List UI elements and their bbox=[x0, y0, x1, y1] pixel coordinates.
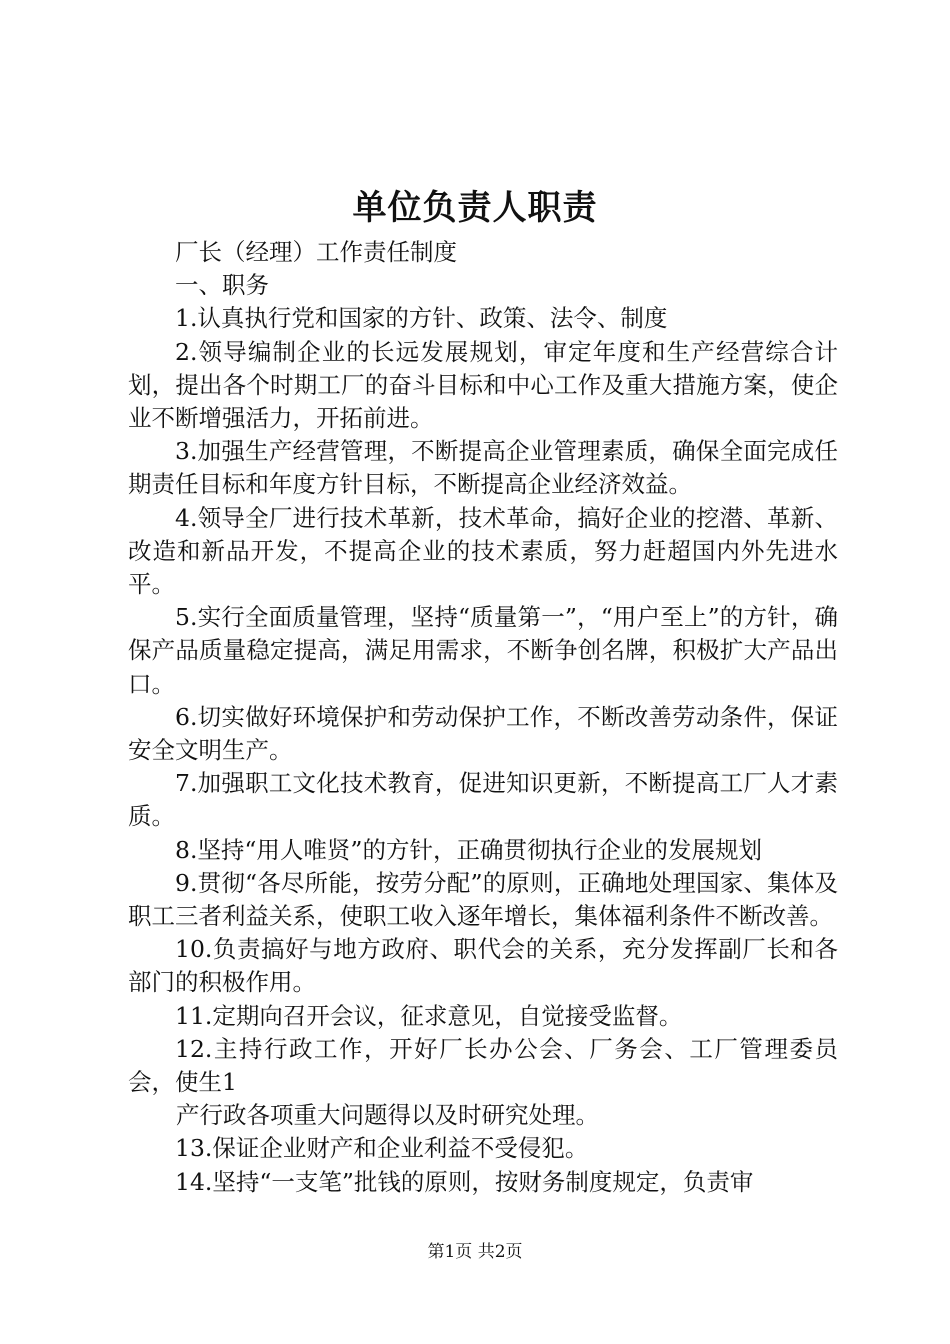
paragraph-item-12-continued: 产行政各项重大问题得以及时研究处理。 bbox=[176, 1101, 599, 1130]
paragraph-heading: 厂长（经理）工作责任制度 bbox=[175, 238, 457, 266]
paragraph-item-3: 3.加强生产经营管理，不断提高企业管理素质，确保全面完成任期责任目标和年度方针目标，不断提高企业经济效益。 bbox=[128, 437, 838, 499]
paragraph-item-9: 9.贯彻“各尽所能，按劳分配”的原则，正确地处理国家、集体及职工三者利益关系，使职工收入逐年增长，集体福利条件不断改善。 bbox=[128, 868, 838, 931]
paragraph-item-13: 13.保证企业财产和企业利益不受侵犯。 bbox=[175, 1134, 589, 1163]
document-body bbox=[128, 236, 838, 1199]
paragraph-item-5: 5.实行全面质量管理，坚持“质量第一”，“用户至上”的方针，确保产品质量稳定提高，满足用需求，不断争创名牌，积极扩大产品出口。 bbox=[128, 603, 838, 698]
paragraph-item-8: 8.坚持“用人唯贤”的方针，正确贯彻执行企业的发展规划 bbox=[175, 835, 762, 864]
paragraph-item-7: 7.加强职工文化技术教育，促进知识更新，不断提高工厂人才素质。 bbox=[128, 769, 838, 831]
paragraph-item-2: 2.领导编制企业的长远发展规划，审定年度和生产经营综合计划，提出各个时期工厂的奋斗目标和中心工作及重大措施方案，使企业不断增强活力，开拓前进。 bbox=[128, 337, 838, 433]
paragraph-item-6: 6.切实做好环境保护和劳动保护工作，不断改善劳动条件，保证安全文明生产。 bbox=[128, 702, 838, 765]
paragraph-item-4: 4.领导全厂进行技术革新，技术革命，搞好企业的挖潜、革新、改造和新品开发，不提高企业的技术素质，努力赶超国内外先进水平。 bbox=[128, 503, 838, 599]
paragraph-section: 一、职务 bbox=[175, 271, 269, 300]
paragraph-item-11: 11.定期向召开会议，征求意见，自觉接受监督。 bbox=[175, 1001, 683, 1030]
paragraph-item-1: 1.认真执行党和国家的方针、政策、法令、制度 bbox=[175, 304, 668, 333]
paragraph-item-12: 12.主持行政工作，开好厂长办公会、厂务会、工厂管理委员会，使生1 bbox=[128, 1034, 838, 1097]
paragraph-item-14: 14.坚持“一支笔”批钱的原则，按财务制度规定，负责审 bbox=[175, 1167, 754, 1196]
page-footer: 第1页 共2页 bbox=[427, 1242, 523, 1262]
paragraph-item-10: 10.负责搞好与地方政府、职代会的关系，充分发挥副厂长和各部门的积极作用。 bbox=[128, 935, 838, 997]
document-title: 单位负责人职责 bbox=[352, 188, 598, 228]
